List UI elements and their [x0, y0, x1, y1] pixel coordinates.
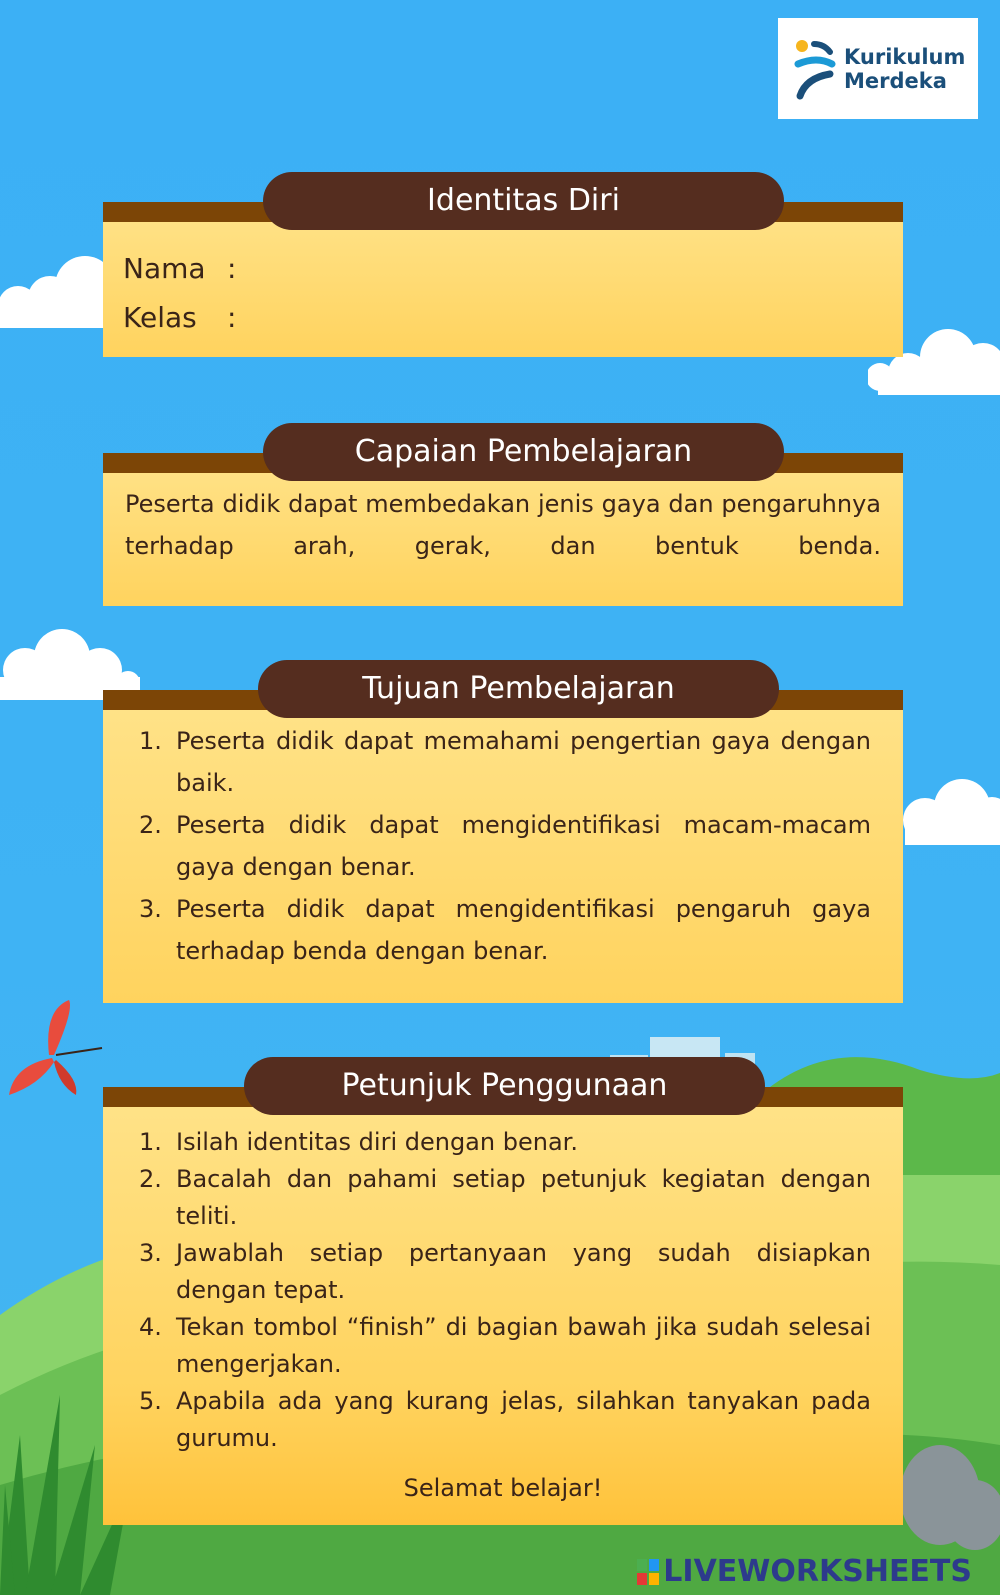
item-text: Jawablah setiap pertanyaan yang sudah disiapkan dengan tepat.	[176, 1239, 871, 1304]
identitas-fields	[123, 244, 881, 342]
item-text: Bacalah dan pahami setiap petunjuk kegiatan dengan teliti.	[176, 1165, 871, 1230]
item-text: Apabila ada yang kurang jelas, silahkan tanyakan pada gurumu.	[176, 1387, 871, 1452]
capaian-title: Capaian Pembelajaran	[263, 423, 784, 481]
capaian-text: Peserta didik dapat membedakan jenis gaya dan pengaruhnya terhadap arah, gerak, dan bentuk benda.	[125, 490, 881, 560]
item-number: 5.	[139, 1387, 162, 1415]
cloud-right-mid	[900, 775, 1000, 847]
capaian-card	[103, 434, 903, 606]
kurikulum-merdeka-logo-icon	[792, 34, 836, 104]
petunjuk-item	[139, 1383, 871, 1457]
item-text: Isilah identitas diri dengan benar.	[176, 1128, 578, 1156]
tujuan-item	[139, 888, 871, 972]
item-number: 2.	[139, 811, 162, 839]
item-text: Tekan tombol “finish” di bagian bawah jika sudah selesai mengerjakan.	[176, 1313, 871, 1378]
tujuan-card	[103, 671, 903, 1003]
kelas-label: Kelas	[123, 301, 197, 334]
petunjuk-list	[139, 1124, 871, 1457]
closing-text: Selamat belajar!	[403, 1474, 603, 1502]
kelas-row	[123, 293, 881, 342]
tujuan-item	[139, 720, 871, 804]
item-text: Peserta didik dapat memahami pengertian gaya dengan baik.	[176, 727, 871, 797]
petunjuk-item	[139, 1235, 871, 1309]
nama-colon: :	[227, 252, 237, 285]
kurikulum-merdeka-logo	[778, 18, 978, 119]
identitas-title: Identitas Diri	[263, 172, 784, 230]
item-number: 1.	[139, 727, 162, 755]
butterfly-decoration	[4, 1000, 104, 1105]
petunjuk-title: Petunjuk Penggunaan	[244, 1057, 765, 1115]
cloud-left-top	[0, 248, 112, 328]
tujuan-item	[139, 804, 871, 888]
liveworksheets-icon	[637, 1559, 659, 1585]
petunjuk-card	[103, 1068, 903, 1525]
logo-line-1: Kurikulum	[844, 44, 966, 69]
cloud-left-mid	[0, 625, 140, 700]
petunjuk-item	[139, 1161, 871, 1235]
tujuan-title: Tujuan Pembelajaran	[258, 660, 779, 718]
petunjuk-item	[139, 1309, 871, 1383]
kelas-colon: :	[227, 301, 237, 334]
watermark-text: LIVEWORKSHEETS	[663, 1554, 972, 1589]
logo-line-2: Merdeka	[844, 68, 947, 93]
liveworksheets-watermark	[637, 1554, 972, 1589]
tujuan-list	[139, 720, 871, 972]
item-number: 1.	[139, 1128, 162, 1156]
logo-text	[844, 45, 965, 93]
petunjuk-item	[139, 1124, 871, 1161]
item-number: 4.	[139, 1313, 162, 1341]
item-text: Peserta didik dapat mengidentifikasi pengaruh gaya terhadap benda dengan benar.	[176, 895, 871, 965]
nama-label: Nama	[123, 252, 206, 285]
nama-row	[123, 244, 881, 293]
item-number: 2.	[139, 1165, 162, 1193]
item-number: 3.	[139, 895, 162, 923]
item-text: Peserta didik dapat mengidentifikasi macam-macam gaya dengan benar.	[176, 811, 871, 881]
identitas-card	[103, 183, 903, 357]
item-number: 3.	[139, 1239, 162, 1267]
